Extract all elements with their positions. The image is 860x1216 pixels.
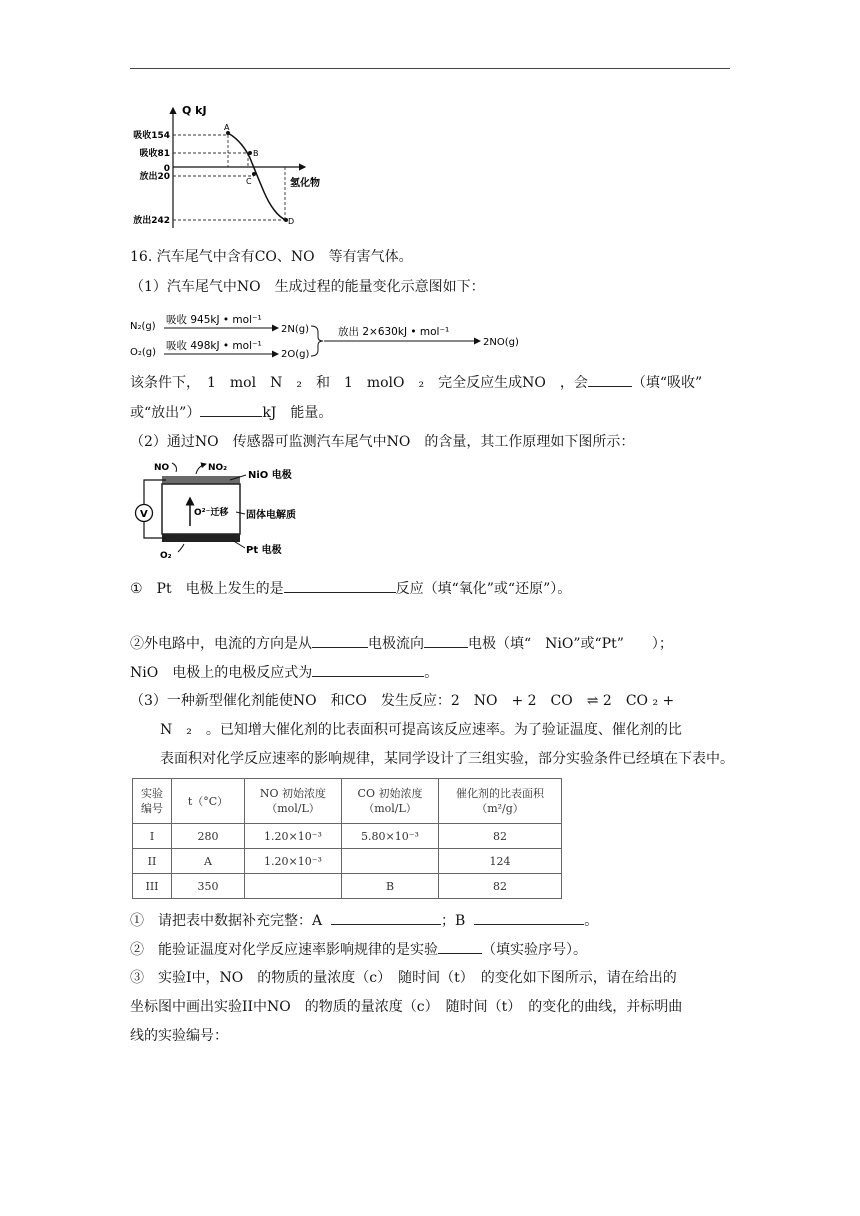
header-rule (130, 68, 730, 69)
point-label: B (253, 149, 259, 158)
svg-text:吸收 945kJ • mol⁻¹: 吸收 945kJ • mol⁻¹ (166, 314, 262, 326)
part2-q1: ① Pt 电极上发生的是 反应（填“氧化”或“还原”）。 (130, 578, 730, 599)
sensor-diagram (132, 458, 332, 564)
table-header-row: 实验 编号 t（°C） NO 初始浓度 （mol/L） CO 初始浓度 （mol/L） 催化剂的比表面积 （m²/g） (133, 779, 562, 824)
svg-text:N₂(g): N₂(g) (130, 321, 156, 332)
table-row: I 280 1.20×10⁻³ 5.80×10⁻³ 82 (133, 824, 562, 849)
svg-text:NO: NO (154, 463, 170, 473)
point-label: D (288, 217, 295, 226)
svg-text:NiO 电极: NiO 电极 (248, 470, 292, 481)
part3-q3: ③ 实验I中，NO 的物质的量浓度（c） 随时间（t） 的变化如下图所示，请在给出的 (130, 970, 677, 986)
part3-q1: ① 请把表中数据补充完整：A ；B 。 (130, 910, 730, 931)
part2-q2-cont: NiO 电极上的电极反应式为 。 (130, 662, 730, 683)
point-c (252, 172, 256, 176)
part3-intro-cont2: 表面积对化学反应速率的影响规律，某同学设计了三组实验，部分实验条件已经填在下表中。 (160, 751, 734, 767)
part2-q2: ②外电路中，电流的方向是从 电极流向 电极（填“ NiO”或“Pt” ）； (130, 633, 730, 654)
tick-label: 吸收154 (133, 131, 170, 141)
svg-text:吸收 498kJ • mol⁻¹: 吸收 498kJ • mol⁻¹ (166, 340, 262, 352)
experiment-table (132, 778, 562, 899)
tick-label: 放出20 (139, 172, 170, 182)
tick-label: 吸收81 (139, 149, 170, 159)
tick-label: 放出242 (133, 216, 170, 226)
svg-text:2O(g): 2O(g) (281, 349, 310, 360)
svg-text:2N(g): 2N(g) (281, 324, 309, 335)
part3-q3-cont: 坐标图中画出实验II中NO 的物质的量浓度（c） 随时间（t） 的变化的曲线，并标明曲 (130, 999, 683, 1015)
energy-scheme (128, 310, 538, 362)
svg-text:固体电解质: 固体电解质 (246, 510, 296, 521)
svg-text:NO₂: NO₂ (208, 463, 228, 473)
part3-intro-cont: N ₂ 。已知增大催化剂的比表面积可提高该反应速率。为了验证温度、催化剂的比 (160, 722, 682, 738)
part3-q2: ② 能验证温度对化学反应速率影响规律的是实验 （填实验序号）。 (130, 939, 730, 960)
table-row: II A 1.20×10⁻³ 124 (133, 849, 562, 874)
svg-text:Pt 电极: Pt 电极 (246, 545, 282, 556)
svg-text:2NO(g): 2NO(g) (483, 337, 519, 348)
part3-intro: （3）一种新型催化剂能使NO 和CO 发生反应：2 NO + 2 CO ⇌ 2 CO ₂ + (130, 693, 675, 709)
tick-label: 0 (163, 164, 170, 174)
svg-text:O₂(g): O₂(g) (130, 347, 157, 358)
question-stem: 16. 汽车尾气中含有CO、NO 等有害气体。 (130, 249, 413, 265)
svg-text:O₂: O₂ (160, 551, 172, 561)
y-axis-title: Q kJ (182, 104, 207, 117)
part1-question-cont: 或“放出”） kJ 能量。 (130, 402, 730, 423)
point-label: C (246, 177, 252, 186)
part3-q3-cont2: 线的实验编号： (130, 1028, 228, 1044)
x-axis-title: 氢化物 (290, 178, 320, 189)
svg-text:放出 2×630kJ • mol⁻¹: 放出 2×630kJ • mol⁻¹ (338, 326, 450, 338)
part1-intro: （1）汽车尾气中NO 生成过程的能量变化示意图如下： (130, 279, 485, 295)
part2-intro: （2）通过NO 传感器可监测汽车尾气中NO 的含量，其工作原理如下图所示： (130, 434, 635, 450)
energy-curve (228, 133, 286, 220)
energy-chart (130, 100, 340, 235)
svg-text:O²⁻迁移: O²⁻迁移 (194, 508, 229, 518)
svg-text:V: V (140, 509, 148, 520)
part1-question: 该条件下， 1 mol N ₂ 和 1 molO ₂ 完全反应生成NO ，会 （填“吸收” (130, 372, 730, 393)
point-label: A (224, 123, 230, 132)
table-row: III 350 B 82 (133, 874, 562, 899)
point-b (248, 151, 252, 155)
